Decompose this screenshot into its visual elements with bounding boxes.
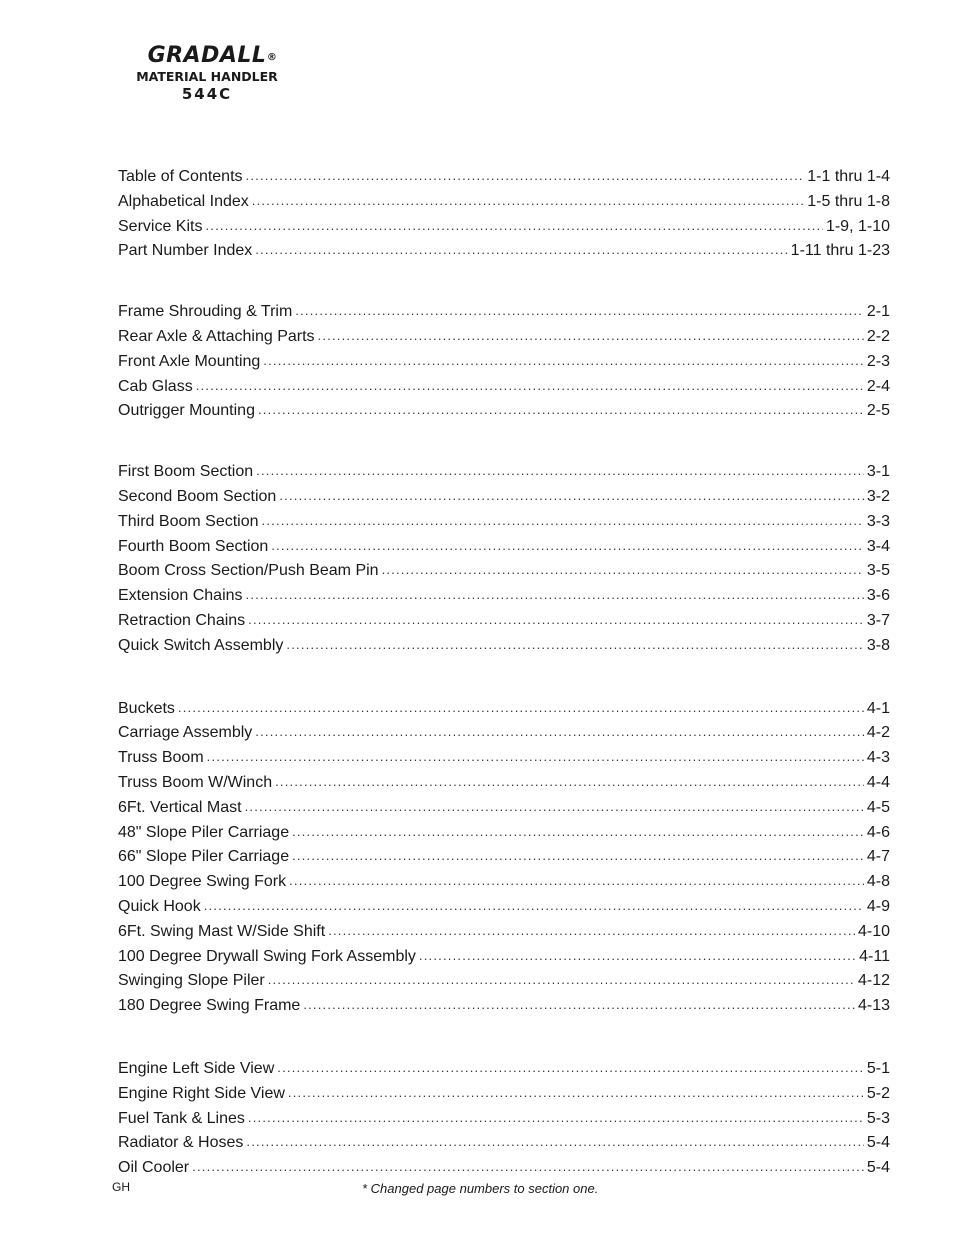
toc-entry-page: 4-4 — [866, 773, 890, 791]
dot-leader — [248, 1107, 864, 1129]
toc-entry-label: Front Axle Mounting — [118, 351, 263, 373]
toc-entry-label: 6Ft. Vertical Mast — [118, 797, 245, 819]
toc-entry-label: Extension Chains — [118, 585, 246, 607]
toc-entry-page: 2-5 — [866, 402, 890, 420]
toc-entry-label: 100 Degree Swing Fork — [118, 871, 289, 893]
dot-leader — [246, 584, 864, 606]
toc-entry[interactable] — [118, 797, 890, 822]
brand-name: GRADALL — [147, 43, 267, 68]
toc-entry-label: Fuel Tank & Lines — [118, 1108, 248, 1130]
toc-entry[interactable] — [118, 896, 890, 921]
dot-leader — [279, 485, 864, 507]
toc-section — [118, 301, 890, 425]
toc-entry-page: 2-2 — [866, 327, 890, 345]
dot-leader — [196, 375, 864, 397]
toc-entry-label: Rear Axle & Attaching Parts — [118, 326, 318, 348]
toc-entry[interactable] — [118, 747, 890, 772]
document-header — [112, 44, 302, 103]
toc-entry[interactable] — [118, 486, 890, 511]
dot-leader — [419, 945, 856, 967]
toc-entry-page: 3-4 — [866, 537, 890, 555]
toc-entry[interactable] — [118, 946, 890, 971]
toc-entry-page: 4-13 — [857, 997, 890, 1015]
toc-entry[interactable] — [118, 301, 890, 326]
toc-entry-label: Alphabetical Index — [118, 191, 252, 213]
toc-entry-page: 2-3 — [866, 352, 890, 370]
toc-entry-page: 3-7 — [866, 611, 890, 629]
table-of-contents — [118, 166, 890, 1182]
toc-entry-page: 4-8 — [866, 873, 890, 891]
toc-entry[interactable] — [118, 1058, 890, 1083]
dot-leader — [318, 325, 864, 347]
toc-entry-label: 100 Degree Drywall Swing Fork Assembly — [118, 946, 419, 968]
dot-leader — [292, 821, 864, 843]
dot-leader — [262, 510, 864, 532]
toc-entry[interactable] — [118, 1157, 890, 1182]
dot-leader — [255, 721, 864, 743]
toc-entry[interactable] — [118, 560, 890, 585]
toc-entry[interactable] — [118, 191, 890, 216]
dot-leader — [328, 920, 855, 942]
model-number: 544C — [181, 85, 233, 103]
toc-entry-page: 4-3 — [866, 749, 890, 767]
toc-entry[interactable] — [118, 240, 890, 265]
toc-entry-page: 4-9 — [866, 897, 890, 915]
toc-entry-page: 5-4 — [866, 1159, 890, 1177]
toc-entry[interactable] — [118, 970, 890, 995]
document-subtitle: MATERIAL HANDLER — [136, 69, 278, 84]
dot-leader — [207, 746, 864, 768]
toc-entry-page: 1-11 thru 1-23 — [790, 242, 890, 260]
toc-entry-page: 5-3 — [866, 1109, 890, 1127]
toc-entry-label: Table of Contents — [118, 166, 246, 188]
toc-entry[interactable] — [118, 1108, 890, 1133]
dot-leader — [277, 1057, 864, 1079]
toc-entry-label: Quick Switch Assembly — [118, 635, 286, 657]
toc-entry[interactable] — [118, 351, 890, 376]
toc-entry-label: Oil Cooler — [118, 1157, 192, 1179]
dot-leader — [275, 771, 864, 793]
toc-entry[interactable] — [118, 772, 890, 797]
toc-entry-label: Swinging Slope Piler — [118, 970, 268, 992]
dot-leader — [252, 190, 805, 212]
toc-entry-label: Frame Shrouding & Trim — [118, 301, 295, 323]
toc-entry-label: Carriage Assembly — [118, 722, 255, 744]
toc-entry-page: 5-1 — [866, 1059, 890, 1077]
toc-entry[interactable] — [118, 635, 890, 660]
dot-leader — [246, 1131, 863, 1153]
dot-leader — [205, 215, 822, 237]
toc-section — [118, 1058, 890, 1182]
toc-entry-page: 2-4 — [866, 377, 890, 395]
toc-entry[interactable] — [118, 1083, 890, 1108]
toc-entry[interactable] — [118, 1132, 890, 1157]
toc-entry-label: Service Kits — [118, 216, 205, 238]
toc-entry-label: Engine Right Side View — [118, 1083, 288, 1105]
toc-entry-page: 4-7 — [866, 848, 890, 866]
toc-section — [118, 166, 890, 265]
toc-entry-page: 5-4 — [866, 1134, 890, 1152]
section-gap — [118, 265, 890, 301]
toc-entry[interactable] — [118, 536, 890, 561]
section-gap — [118, 1020, 890, 1058]
toc-entry-label: Quick Hook — [118, 896, 204, 918]
toc-entry-page: 1-1 thru 1-4 — [807, 168, 890, 185]
toc-entry-page: 4-1 — [866, 699, 890, 717]
toc-entry-label: 66" Slope Piler Carriage — [118, 846, 292, 868]
toc-entry-page: 3-1 — [866, 463, 890, 481]
toc-entry-page: 4-2 — [866, 724, 890, 742]
dot-leader — [178, 697, 864, 719]
toc-entry[interactable] — [118, 822, 890, 847]
toc-entry-page: 1-9, 1-10 — [825, 217, 890, 235]
toc-entry[interactable] — [118, 698, 890, 723]
toc-entry-label: Truss Boom W/Winch — [118, 772, 275, 794]
toc-entry-label: Truss Boom — [118, 747, 207, 769]
toc-entry[interactable] — [118, 846, 890, 871]
dot-leader — [295, 300, 864, 322]
dot-leader — [248, 609, 864, 631]
registered-mark: ® — [266, 52, 278, 63]
toc-entry-label: Part Number Index — [118, 240, 255, 262]
toc-entry[interactable] — [118, 921, 890, 946]
toc-entry[interactable] — [118, 400, 890, 425]
toc-entry-label: First Boom Section — [118, 461, 256, 483]
toc-entry-label: Radiator & Hoses — [118, 1132, 246, 1154]
toc-entry-page: 3-5 — [866, 562, 890, 580]
footer-note: * Changed page numbers to section one. — [362, 1181, 599, 1196]
dot-leader — [292, 845, 864, 867]
dot-leader — [256, 460, 864, 482]
toc-entry[interactable] — [118, 610, 890, 635]
dot-leader — [255, 239, 787, 261]
toc-entry-label: 48" Slope Piler Carriage — [118, 822, 292, 844]
toc-entry-page: 1-5 thru 1-8 — [807, 192, 890, 210]
dot-leader — [245, 796, 864, 818]
brand-logo — [147, 43, 278, 68]
dot-leader — [268, 969, 855, 991]
toc-entry-label: 180 Degree Swing Frame — [118, 995, 303, 1017]
toc-entry-label: Fourth Boom Section — [118, 536, 271, 558]
dot-leader — [204, 895, 864, 917]
toc-entry-label: Outrigger Mounting — [118, 400, 258, 422]
toc-entry[interactable] — [118, 585, 890, 610]
toc-section — [118, 698, 890, 1020]
toc-entry[interactable] — [118, 871, 890, 896]
toc-entry-page: 4-5 — [866, 798, 890, 816]
toc-entry[interactable] — [118, 511, 890, 536]
toc-entry[interactable] — [118, 216, 890, 241]
dot-leader — [246, 165, 805, 187]
toc-entry[interactable] — [118, 461, 890, 486]
dot-leader — [271, 535, 864, 557]
toc-section — [118, 461, 890, 659]
dot-leader — [192, 1156, 864, 1178]
toc-entry[interactable] — [118, 995, 890, 1020]
toc-entry-page: 2-1 — [866, 303, 890, 321]
toc-entry[interactable] — [118, 376, 890, 401]
toc-entry-page: 4-11 — [859, 947, 890, 965]
toc-entry-label: Third Boom Section — [118, 511, 262, 533]
toc-entry-label: 6Ft. Swing Mast W/Side Shift — [118, 921, 328, 943]
section-gap — [118, 660, 890, 698]
toc-entry[interactable] — [118, 722, 890, 747]
toc-entry-label: Second Boom Section — [118, 486, 279, 508]
toc-entry[interactable] — [118, 326, 890, 351]
toc-entry-page: 3-3 — [866, 512, 890, 530]
toc-entry-page: 4-10 — [857, 922, 890, 940]
toc-entry-label: Engine Left Side View — [118, 1058, 277, 1080]
toc-entry-page: 3-2 — [866, 487, 890, 505]
section-gap — [118, 425, 890, 461]
toc-entry-page: 5-2 — [866, 1084, 890, 1102]
toc-entry-page: 4-6 — [866, 823, 890, 841]
toc-entry-label: Boom Cross Section/Push Beam Pin — [118, 560, 382, 582]
toc-entry-page: 3-6 — [866, 587, 890, 605]
dot-leader — [303, 994, 855, 1016]
dot-leader — [382, 559, 864, 581]
toc-entry-page: 3-8 — [866, 636, 890, 654]
dot-leader — [286, 634, 863, 656]
dot-leader — [288, 1082, 864, 1104]
toc-entry-label: Buckets — [118, 698, 178, 720]
dot-leader — [289, 870, 864, 892]
toc-entry-label: Cab Glass — [118, 376, 196, 398]
toc-entry-label: Retraction Chains — [118, 610, 248, 632]
dot-leader — [258, 399, 864, 421]
toc-entry-page: 4-12 — [857, 972, 890, 990]
toc-entry[interactable] — [118, 166, 890, 191]
dot-leader — [263, 350, 864, 372]
footer-code: GH — [112, 1180, 130, 1194]
